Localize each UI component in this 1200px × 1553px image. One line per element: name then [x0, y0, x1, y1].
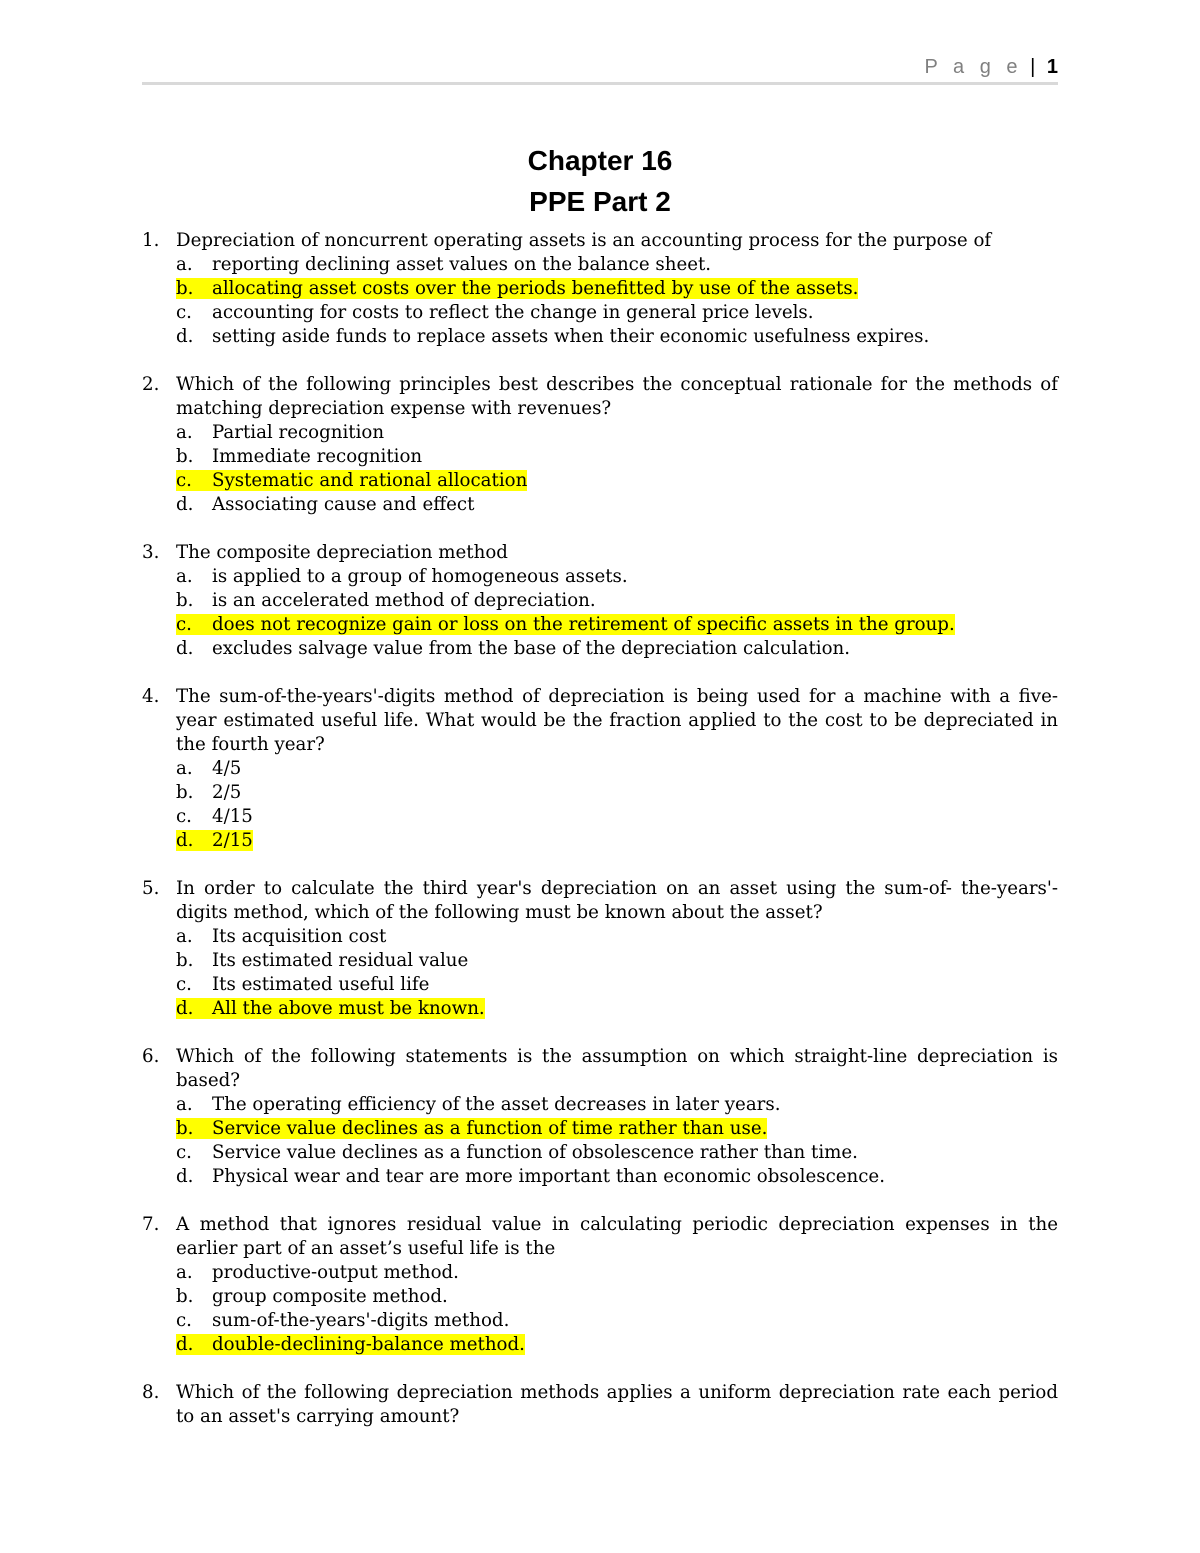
question	[142, 229, 1058, 349]
answer-options	[176, 565, 1058, 661]
question-number: 3.	[142, 542, 160, 563]
answer-option	[176, 1093, 1058, 1117]
page-separator: |	[1030, 56, 1036, 78]
option-letter: a.	[176, 254, 193, 275]
answer-content	[176, 974, 429, 995]
option-letter: a.	[176, 1262, 193, 1283]
answer-option	[176, 565, 1058, 589]
question-number: 4.	[142, 686, 160, 707]
option-letter: c.	[176, 302, 192, 323]
option-text: Systematic and rational allocation	[212, 470, 528, 491]
answer-options	[176, 1093, 1058, 1189]
answer-content	[176, 302, 814, 323]
option-letter: d.	[176, 1166, 194, 1187]
answer-option	[176, 757, 1058, 781]
question-number: 6.	[142, 1046, 160, 1067]
option-text: group composite method.	[212, 1286, 448, 1307]
answer-content	[176, 326, 929, 347]
question-number: 2.	[142, 374, 160, 395]
question-number: 1.	[142, 230, 160, 251]
answer-options	[176, 925, 1058, 1021]
option-text: Its estimated residual value	[212, 950, 469, 971]
question	[142, 1045, 1058, 1189]
question-number: 8.	[142, 1382, 160, 1403]
option-letter: c.	[176, 1310, 192, 1331]
question	[142, 877, 1058, 1021]
option-text: setting aside funds to replace assets when their economic usefulness expires.	[212, 326, 930, 347]
option-text: Its estimated useful life	[212, 974, 430, 995]
option-text: The operating efficiency of the asset decreases in later years.	[212, 1094, 781, 1115]
option-text: Service value declines as a function of time rather than use.	[212, 1118, 768, 1139]
question	[142, 541, 1058, 661]
answer-option	[176, 805, 1058, 829]
answer-option	[176, 589, 1058, 613]
answer-content	[176, 1142, 858, 1163]
answer-content	[176, 638, 850, 659]
answer-content	[176, 806, 253, 827]
question	[142, 1381, 1058, 1429]
answer-options	[176, 757, 1058, 853]
option-letter: b.	[176, 950, 194, 971]
option-letter: d.	[176, 638, 194, 659]
answer-highlight	[176, 278, 858, 299]
option-text: double-declining-balance method.	[212, 1334, 525, 1355]
option-text: 2/5	[212, 782, 242, 803]
answer-highlight	[176, 998, 485, 1019]
answer-highlight	[176, 1334, 525, 1355]
option-letter: d.	[176, 326, 194, 347]
answer-option	[176, 1141, 1058, 1165]
option-letter: c.	[176, 1142, 192, 1163]
answer-option	[176, 973, 1058, 997]
option-letter: b.	[176, 1118, 194, 1139]
chapter-subtitle: PPE Part 2	[529, 186, 671, 217]
question	[142, 373, 1058, 517]
chapter-title: Chapter 16	[527, 145, 673, 176]
option-text: 4/15	[212, 806, 253, 827]
answer-option-correct	[176, 1117, 1058, 1141]
option-letter: a.	[176, 926, 193, 947]
option-text: Immediate recognition	[212, 446, 423, 467]
answer-option	[176, 493, 1058, 517]
answer-content	[176, 1310, 509, 1331]
answer-options	[176, 253, 1058, 349]
answer-option-correct	[176, 997, 1058, 1021]
option-letter: d.	[176, 1334, 194, 1355]
option-text: is applied to a group of homogeneous assets.	[212, 566, 628, 587]
answer-option	[176, 253, 1058, 277]
answer-content	[176, 254, 711, 275]
question-text: In order to calculate the third year's depreciation on an asset using the sum-of- the-years'-digits method, which of the following must be known about the asset?	[176, 878, 1058, 923]
question-text: Depreciation of noncurrent operating assets is an accounting process for the purpose of	[176, 230, 992, 251]
option-text: Service value declines as a function of obsolescence rather than time.	[212, 1142, 858, 1163]
answer-content	[176, 446, 422, 467]
option-text: 4/5	[212, 758, 242, 779]
option-letter: a.	[176, 566, 193, 587]
question	[142, 685, 1058, 853]
title-block	[142, 140, 1058, 222]
option-text: Its acquisition cost	[212, 926, 387, 947]
answer-content	[176, 590, 596, 611]
option-text: Associating cause and effect	[212, 494, 475, 515]
question-text: A method that ignores residual value in calculating periodic depreciation expenses in the earlier part of an asset’s useful life is the	[176, 1214, 1058, 1259]
answer-content	[176, 758, 241, 779]
option-letter: d.	[176, 998, 194, 1019]
question-text: Which of the following statements is the assumption on which straight-line depreciation is based?	[176, 1046, 1058, 1091]
answer-content	[176, 926, 386, 947]
option-letter: d.	[176, 494, 194, 515]
option-letter: c.	[176, 974, 192, 995]
option-text: Partial recognition	[212, 422, 385, 443]
option-text: is an accelerated method of depreciation.	[212, 590, 596, 611]
answer-option-correct	[176, 469, 1058, 493]
answer-highlight	[176, 470, 527, 491]
answer-option	[176, 781, 1058, 805]
answer-option	[176, 445, 1058, 469]
answer-content	[176, 1166, 885, 1187]
answer-option	[176, 925, 1058, 949]
answer-option	[176, 1285, 1058, 1309]
option-letter: a.	[176, 758, 193, 779]
page-label: P a g e	[924, 56, 1023, 78]
answer-option-correct	[176, 277, 1058, 301]
answer-options	[176, 1261, 1058, 1357]
page-header	[142, 56, 1058, 85]
option-text: does not recognize gain or loss on the retirement of specific assets in the group.	[212, 614, 955, 635]
option-text: Physical wear and tear are more important than economic obsolescence.	[212, 1166, 885, 1187]
question-list	[142, 229, 1058, 1453]
option-letter: c.	[176, 806, 192, 827]
answer-option	[176, 301, 1058, 325]
option-text: excludes salvage value from the base of the depreciation calculation.	[212, 638, 851, 659]
option-letter: d.	[176, 830, 194, 851]
answer-option	[176, 1309, 1058, 1333]
option-letter: b.	[176, 446, 194, 467]
option-letter: a.	[176, 422, 193, 443]
option-text: All the above must be known.	[212, 998, 485, 1019]
question-text: Which of the following principles best describes the conceptual rationale for the methods of matching depreciation expense with revenues?	[176, 374, 1058, 419]
option-text: 2/15	[212, 830, 253, 851]
option-text: reporting declining asset values on the balance sheet.	[212, 254, 712, 275]
answer-highlight	[176, 614, 955, 635]
option-text: sum-of-the-years'-digits method.	[212, 1310, 510, 1331]
answer-content	[176, 422, 384, 443]
question-number: 7.	[142, 1214, 160, 1235]
question	[142, 1213, 1058, 1357]
option-letter: b.	[176, 590, 194, 611]
answer-option-correct	[176, 829, 1058, 853]
answer-option	[176, 1261, 1058, 1285]
option-text: allocating asset costs over the periods benefitted by use of the assets.	[212, 278, 859, 299]
answer-option	[176, 637, 1058, 661]
question-text: The sum-of-the-years'-digits method of depreciation is being used for a machine with a five-year estimated useful life. What would be the fraction applied to the cost to be depreciated in the fourth year?	[176, 686, 1058, 755]
option-letter: c.	[176, 614, 192, 635]
answer-option	[176, 325, 1058, 349]
answer-highlight	[176, 830, 253, 851]
option-letter: b.	[176, 1286, 194, 1307]
option-letter: b.	[176, 278, 194, 299]
answer-content	[176, 782, 241, 803]
answer-content	[176, 950, 468, 971]
answer-option-correct	[176, 1333, 1058, 1357]
option-letter: a.	[176, 1094, 193, 1115]
answer-content	[176, 1094, 780, 1115]
answer-content	[176, 494, 474, 515]
answer-option	[176, 421, 1058, 445]
question-number: 5.	[142, 878, 160, 899]
answer-option	[176, 949, 1058, 973]
answer-content	[176, 1262, 459, 1283]
answer-content	[176, 1286, 448, 1307]
option-letter: b.	[176, 782, 194, 803]
question-text: Which of the following depreciation methods applies a uniform depreciation rate each period to an asset's carrying amount?	[176, 1382, 1058, 1427]
answer-options	[176, 421, 1058, 517]
option-text: accounting for costs to reflect the change in general price levels.	[212, 302, 814, 323]
option-letter: c.	[176, 470, 192, 491]
question-text: The composite depreciation method	[176, 542, 508, 563]
answer-option-correct	[176, 613, 1058, 637]
page-number: 1	[1046, 56, 1058, 78]
answer-content	[176, 566, 628, 587]
option-text: productive-output method.	[212, 1262, 459, 1283]
answer-highlight	[176, 1118, 767, 1139]
answer-option	[176, 1165, 1058, 1189]
